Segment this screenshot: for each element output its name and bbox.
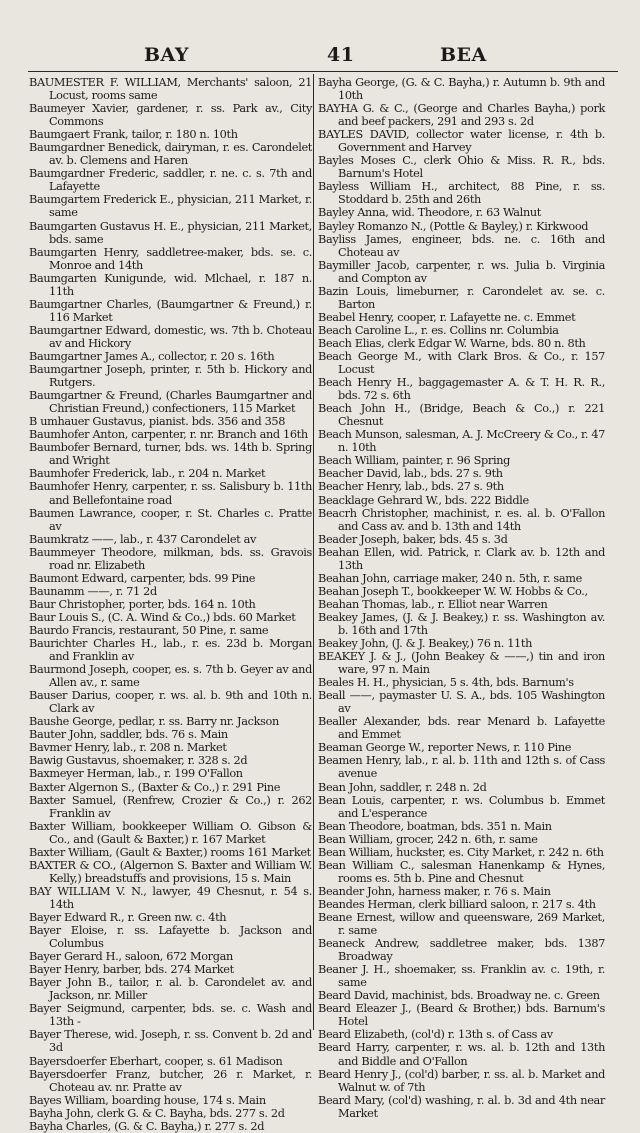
directory-entry: BAXTER & CO., (Algernon S. Baxter and William W. Kelly,) breadstuffs and provisions, 15 s. Main <box>29 858 312 885</box>
directory-entry: Beard Henry J., (col'd) barber, r. ss. al. b. Market and Walnut w. of 7th <box>318 1067 605 1094</box>
directory-entry: BAY WILLIAM V. N., lawyer, 49 Chesnut, r. 54 s. 14th <box>29 884 312 911</box>
directory-entry: Bean Louis, carpenter, r. ws. Columbus b. Emmet and L'esperance <box>318 793 605 820</box>
directory-entry: Bazin Louis, limeburner, r. Carondelet av. se. c. Barton <box>318 284 605 311</box>
directory-entry: Beach Munson, salesman, A. J. McCreery & Co., r. 47 n. 10th <box>318 428 606 455</box>
directory-entry: Beard Elizabeth, (col'd) r. 13th s. of Cass av <box>318 1028 553 1042</box>
directory-entry: BEAKEY J. & J., (John Beakey & ——,) tin and iron ware, 97 n. Main <box>318 650 605 677</box>
column-divider <box>313 74 314 1030</box>
directory-entry: Baushe George, pedlar, r. ss. Barry nr. Jackson <box>29 715 279 729</box>
directory-entry: Baumen Lawrance, cooper, r. St. Charles c. Pratte av <box>29 506 312 533</box>
directory-entry: Bayha Charles, (G. & C. Bayha,) r. 277 s. 2d <box>29 1119 265 1133</box>
page-number: 41 <box>327 44 355 66</box>
directory-entry: Baumgarten Gustavus H. E., physician, 211 Market, bds. same <box>29 219 312 246</box>
directory-entry: Beakey John, (J. & J. Beakey,) 76 n. 11th <box>318 637 532 651</box>
directory-entry: Bayha John, clerk G. & C. Bayha, bds. 277 s. 2d <box>29 1106 285 1120</box>
directory-entry: Beahan John, carriage maker, 240 n. 5th, r. same <box>318 571 582 585</box>
directory-entry: Beach Caroline L., r. es. Collins nr. Columbia <box>318 323 559 337</box>
directory-entry: Bealler Alexander, bds. rear Menard b. Lafayette and Emmet <box>318 715 605 742</box>
directory-entry: Bayer Therese, wid. Joseph, r. ss. Convent b. 2d and 3d <box>29 1028 312 1055</box>
directory-entry: Bean Theodore, boatman, bds. 351 n. Main <box>318 819 552 833</box>
directory-entry: Beamen Henry, lab., r. al. b. 11th and 12th s. of Cass avenue <box>318 754 605 781</box>
directory-entry: Baumbofer Bernard, turner, bds. ws. 14th b. Spring and Wright <box>29 441 312 468</box>
directory-entry: Beard Harry, carpenter, r. ws. al. b. 12th and 13th and Biddle and O'Fallon <box>318 1041 605 1068</box>
directory-entry: Bauter John, saddler, bds. 76 s. Main <box>29 728 228 742</box>
directory-entry: Baxmeyer Herman, lab., r. 199 O'Fallon <box>29 767 243 781</box>
directory-entry: Baumkratz ——, lab., r. 437 Carondelet av <box>29 532 257 546</box>
directory-entry: Beakey James, (J. & J. Beakey,) r. ss. Washington av. b. 16th and 17th <box>318 610 605 637</box>
directory-entry: Baurdo Francis, restaurant, 50 Pine, r. same <box>29 623 269 637</box>
directory-entry: Baxter Samuel, (Renfrew, Crozier & Co.,) r. 262 Franklin av <box>29 793 312 820</box>
directory-entry: Bayer John B., tailor, r. al. b. Carondelet av. and Jackson, nr. Miller <box>29 976 312 1003</box>
right-guide-word: BEA <box>440 44 487 66</box>
directory-entry: Baumeyer Xavier, gardener, r. ss. Park av., City Commons <box>29 102 312 129</box>
directory-entry: Baumgartner Edward, domestic, ws. 7th b. Choteau av and Hickory <box>29 323 312 350</box>
directory-entry: Bayless William H., architect, 88 Pine, r. ss. Stoddard b. 25th and 26th <box>318 180 605 207</box>
directory-entry: Baxter William, (Gault & Baxter,) rooms 161 Market <box>29 845 311 859</box>
directory-entry: Baxter William, bookkeeper William O. Gibson & Co., and (Gault & Baxter,) r. 167 Market <box>29 819 312 846</box>
directory-entry: BAUMESTER F. WILLIAM, Merchants' saloon, 21 Locust, rooms same <box>29 76 312 103</box>
directory-entry: Beacrh Christopher, machinist, r. es. al. b. O'Fallon and Cass av. and b. 13th and 14th <box>318 506 605 533</box>
directory-entry: Baumgartner James A., collector, r. 20 s. 16th <box>29 349 275 363</box>
directory-entry: BAYHA G. & C., (George and Charles Bayha,) pork and beef packers, 291 and 293 s. 2d <box>318 102 605 129</box>
directory-entry: Bean William C., salesman Hanenkamp & Hynes, rooms es. 5th b. Pine and Chesnut <box>318 858 605 885</box>
directory-entry: Beaner J. H., shoemaker, ss. Franklin av. c. 19th, r. same <box>318 963 605 990</box>
directory-entry: Beacklage Gehrard W., bds. 222 Biddle <box>318 493 529 507</box>
directory-entry: Bawig Gustavus, shoemaker, r. 328 s. 2d <box>29 754 248 768</box>
directory-entry: Bayer Edward R., r. Green nw. c. 4th <box>29 911 227 924</box>
directory-entry: Bean William, huckster, es. City Market, r. 242 n. 6th <box>318 845 604 859</box>
directory-entry: Baumgartem Frederick E., physician, 211 Market, r. same <box>29 193 312 220</box>
directory-entry: Beane Ernest, willow and queensware, 269 Market, r. same <box>318 911 605 938</box>
directory-entry: Bayley Anna, wid. Theodore, r. 63 Walnut <box>318 206 541 220</box>
directory-entry: Baumont Edward, carpenter, bds. 99 Pine <box>29 571 256 585</box>
directory-entry: Baumhofer Frederick, lab., r. 204 n. Market <box>29 467 266 481</box>
directory-entry: Baumgarten Henry, saddletree-maker, bds. se. c. Monroe and 14th <box>29 245 312 272</box>
directory-entry: Beard David, machinist, bds. Broadway ne. c. Green <box>318 989 600 1003</box>
directory-entry: Baunamm ——, r. 71 2d <box>29 584 157 598</box>
directory-entry: Beahan Joseph T., bookkeeper W. W. Hobbs & Co., <box>318 584 588 598</box>
directory-entry: Bayersdoerfer Eberhart, cooper, s. 61 Madison <box>29 1054 283 1068</box>
directory-entry: Baumhofer Henry, carpenter, r. ss. Salisbury b. 11th and Bellefontaine road <box>29 480 312 507</box>
directory-entry: Bayes William, boarding house, 174 s. Main <box>29 1093 266 1107</box>
directory-entry: Bayer Seigmund, carpenter, bds. se. c. Wash and 13th - <box>29 1002 312 1029</box>
right-column <box>318 76 605 1120</box>
page-header <box>28 44 638 70</box>
directory-entry: Bayley Romanzo N., (Pottle & Bayley,) r. Kirkwood <box>318 219 589 233</box>
directory-entry: Baxter Algernon S., (Baxter & Co.,) r. 291 Pine <box>29 780 281 794</box>
directory-entry: Beard Eleazer J., (Beard & Brother,) bds. Barnum's Hotel <box>318 1002 605 1029</box>
left-column <box>29 76 312 1133</box>
directory-entry: Baumgartner Charles, (Baumgartner & Freund,) r. 116 Market <box>29 297 312 324</box>
directory-entry: Baur Louis S., (C. A. Wind & Co.,) bds. 60 Market <box>29 610 296 624</box>
directory-entry: Beach William, painter, r. 96 Spring <box>318 454 511 468</box>
directory-entry: Baymiller Jacob, carpenter, r. ws. Julia b. Virginia and Compton av <box>318 258 605 285</box>
directory-entry: Beach John H., (Bridge, Beach & Co.,) r. 221 Chesnut <box>318 402 605 429</box>
directory-entry: Bayer Eloise, r. ss. Lafayette b. Jackson and Columbus <box>29 924 312 951</box>
directory-entry: Baummeyer Theodore, milkman, bds. ss. Gravois road nr. Elizabeth <box>29 545 312 572</box>
directory-entry: Bayles Moses C., clerk Ohio & Miss. R. R., bds. Barnum's Hotel <box>318 154 605 181</box>
directory-entry: Beall ——, paymaster U. S. A., bds. 105 Washington av <box>318 689 605 716</box>
directory-entry: Baurichter Charles H., lab., r. es. 23d b. Morgan and Franklin av <box>29 637 312 664</box>
directory-entry: Bean John, saddler, r. 248 n. 2d <box>318 780 487 794</box>
directory-entry: Beacher David, lab., bds. 27 s. 9th <box>318 467 503 481</box>
directory-entry: Beaneck Andrew, saddletree maker, bds. 1387 Broadway <box>318 937 605 964</box>
directory-entry: Bayliss James, engineer, bds. ne. c. 16th and Choteau av <box>318 232 605 259</box>
directory-entry: Beard Mary, (col'd) washing, r. al. b. 3d and 4th near Market <box>318 1093 605 1120</box>
directory-entry: Baumgardner Benedick, dairyman, r. es. Carondelet av. b. Clemens and Haren <box>29 141 312 168</box>
directory-entry: Beacher Henry, lab., bds. 27 s. 9th <box>318 480 504 494</box>
directory-entry: Beandes Herman, clerk billiard saloon, r. 217 s. 4th <box>318 897 596 911</box>
directory-entry: Beander John, harness maker, r. 76 s. Main <box>318 884 551 898</box>
directory-entry: B umhauer Gustavus, pianist. bds. 356 and 358 <box>29 415 286 429</box>
directory-entry: Baurmond Joseph, cooper, es. s. 7th b. Geyer av and Allen av., r. same <box>29 663 312 690</box>
directory-entry: Baumgaert Frank, tailor, r. 180 n. 10th <box>29 128 238 142</box>
directory-entry: Beales H. H., physician, 5 s. 4th, bds. Barnum's <box>318 676 574 690</box>
header-rule <box>28 71 618 72</box>
directory-entry: Beach Henry H., baggagemaster A. & T. H. R. R., bds. 72 s. 6th <box>318 376 605 403</box>
directory-entry: Baur Christopher, porter, bds. 164 n. 10th <box>29 597 256 611</box>
directory-entry: Baumgartner & Freund, (Charles Baumgartner and Christian Freund,) confectioners, 115 Market <box>29 389 312 416</box>
directory-entry: Baumgarten Kunigunde, wid. Mlchael, r. 187 n. 11th <box>29 271 312 298</box>
directory-entry: Bayer Henry, barber, bds. 274 Market <box>29 963 234 977</box>
directory-entry: BAYLES DAVID, collector water license, r. 4th b. Government and Harvey <box>318 128 605 155</box>
directory-entry: Bayer Gerard H., saloon, 672 Morgan <box>29 950 233 964</box>
directory-entry: Bayha George, (G. & C. Bayha,) r. Autumn b. 9th and 10th <box>318 76 605 103</box>
directory-entry: Baumgardner Frederic, saddler, r. ne. c. s. 7th and Lafayette <box>29 167 312 194</box>
directory-entry: Beahan Thomas, lab., r. Elliot near Warren <box>318 597 548 611</box>
directory-entry: Beabel Henry, cooper, r. Lafayette ne. c. Emmet <box>318 310 576 324</box>
directory-entry: Beahan Ellen, wid. Patrick, r. Clark av. b. 12th and 13th <box>318 545 605 572</box>
directory-entry: Beader Joseph, baker, bds. 45 s. 3d <box>318 532 508 546</box>
directory-entry: Bavmer Henry, lab., r. 208 n. Market <box>29 741 227 755</box>
directory-entry: Bean William, grocer, 242 n. 6th, r. same <box>318 832 538 846</box>
directory-entry: Bayersdoerfer Franz, butcher, 26 r. Market, r. Choteau av. nr. Pratte av <box>29 1067 312 1094</box>
left-guide-word: BAY <box>144 44 189 66</box>
directory-entry: Beach Elias, clerk Edgar W. Warne, bds. 80 n. 8th <box>318 336 586 350</box>
directory-entry: Baumgartner Joseph, printer, r. 5th b. Hickory and Rutgers. <box>29 363 312 390</box>
directory-entry: Baumhofer Anton, carpenter, r. nr. Branch and 16th <box>29 428 308 442</box>
directory-entry: Beach George M., with Clark Bros. & Co., r. 157 Locust <box>318 349 605 377</box>
directory-entry: Bauser Darius, cooper, r. ws. al. b. 9th and 10th n. Clark av <box>29 689 312 716</box>
directory-entry: Beaman George W., reporter News, r. 110 Pine <box>318 741 572 755</box>
